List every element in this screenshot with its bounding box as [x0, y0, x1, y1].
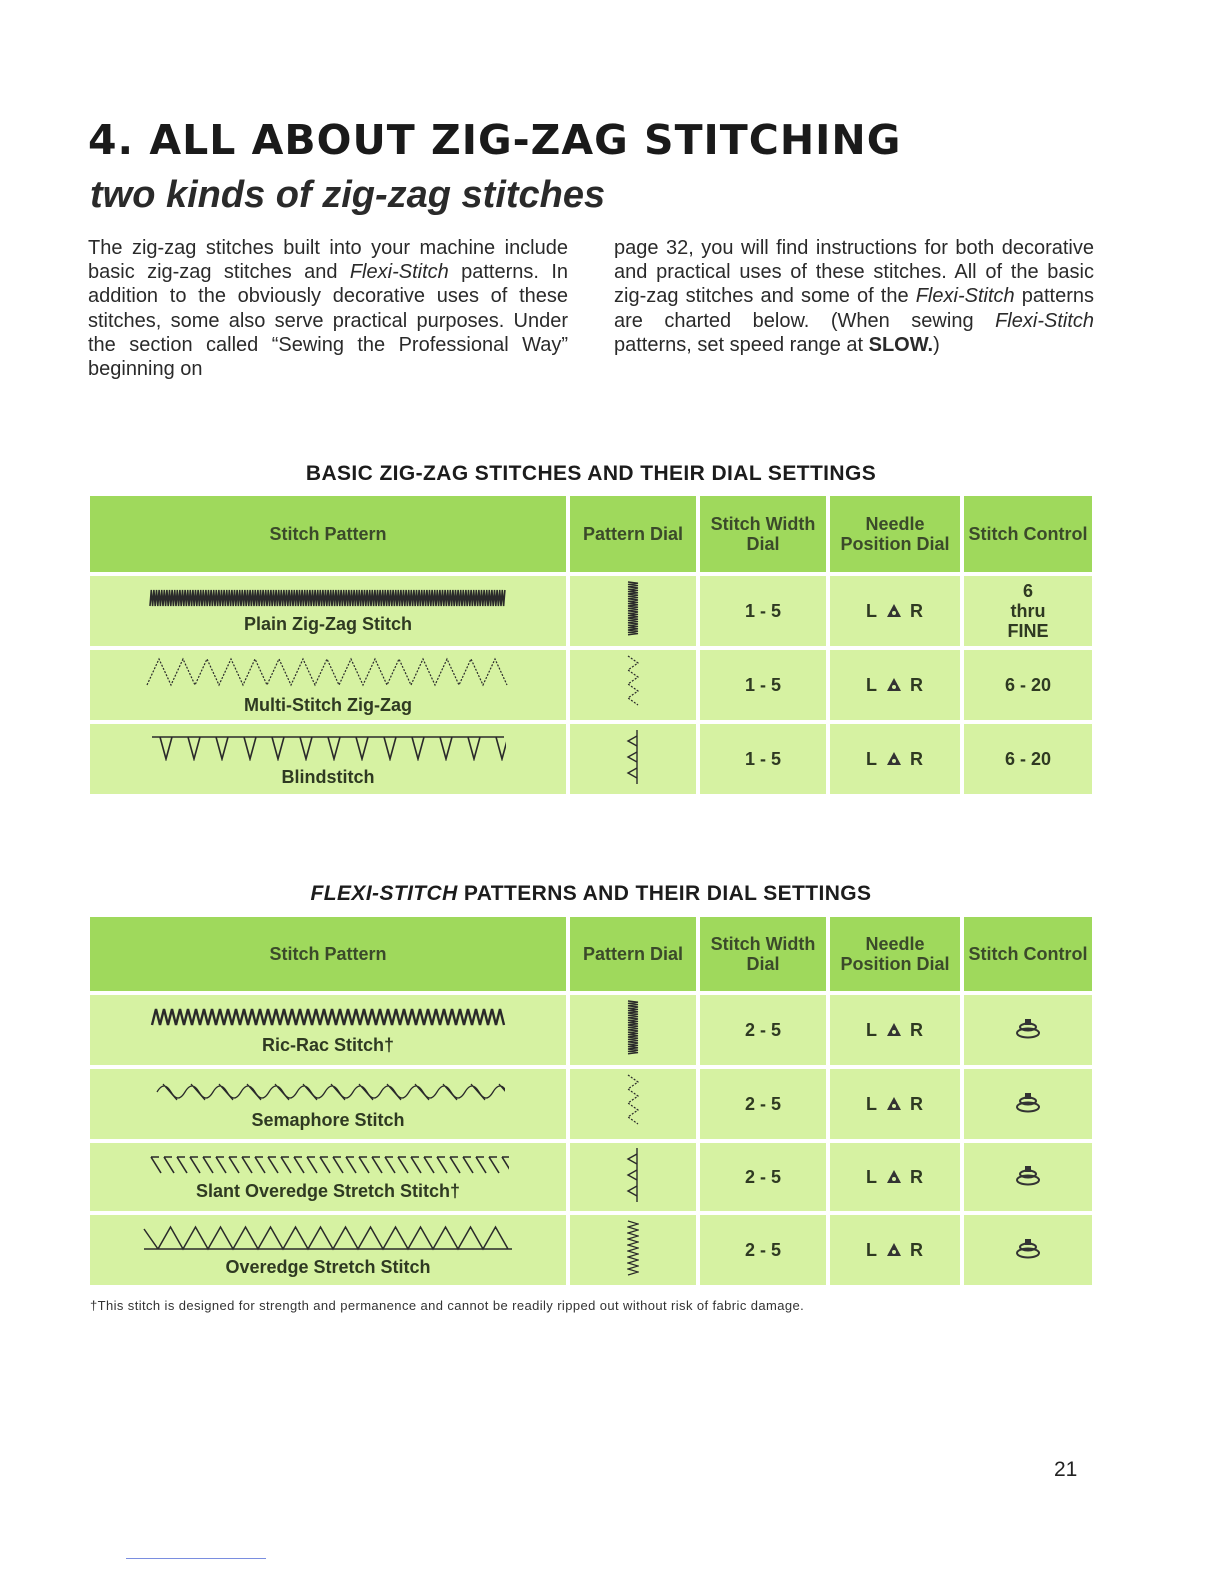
- intro-text: patterns. In addition to the obviously decorative uses of these stitches, some also serve practical purposes. Under the section called “Sewing the Professional Way” beginning on: [88, 261, 569, 381]
- stitch-pattern-cell: [90, 574, 568, 648]
- needle-position-cell: [828, 648, 962, 722]
- stitch-name: Overedge Stretch Stitch: [225, 1256, 431, 1277]
- stitch-name: Blindstitch: [281, 766, 375, 787]
- basic-table-title: BASIC ZIG-ZAG STITCHES AND THEIR DIAL SETTINGS: [305, 462, 877, 485]
- stitch-name: Multi-Stitch Zig-Zag: [244, 694, 412, 715]
- control-value: thru: [1010, 601, 1046, 621]
- col-width-dial: Stitch Width Dial: [698, 496, 828, 574]
- pattern-dial-cell: [568, 1141, 698, 1213]
- page-title: 4. ALL ABOUT ZIG-ZAG STITCHING: [88, 116, 902, 164]
- needle-triangle-icon: [886, 1242, 902, 1257]
- page-subtitle: two kinds of zig-zag stitches: [90, 174, 606, 216]
- stitch-pattern-cell: [90, 1141, 568, 1213]
- stitch-pattern-cell: [90, 1213, 568, 1287]
- needle-position-cell: [828, 574, 962, 648]
- col-needle-dial: Needle Position Dial: [828, 917, 962, 993]
- width-dial-cell: 1 - 5: [698, 574, 828, 648]
- table-row: [90, 1213, 1092, 1287]
- needle-triangle-icon: [886, 677, 902, 692]
- needle-right: R: [910, 1093, 924, 1114]
- pattern-dial-cell: [568, 648, 698, 722]
- needle-right: R: [910, 600, 924, 621]
- control-value: FINE: [1007, 621, 1049, 641]
- stitch-control-cell: [962, 1213, 1092, 1287]
- ric-rac-icon: [150, 1005, 506, 1029]
- dial-blindstitch-icon: [626, 1146, 640, 1204]
- needle-triangle-icon: [886, 1022, 902, 1037]
- needle-triangle-icon: [886, 1096, 902, 1111]
- needle-left: L: [866, 674, 878, 695]
- intro-text: patterns are charted below. (When sewing: [614, 285, 1095, 332]
- bottom-rule: [126, 1558, 266, 1559]
- intro-text: page 32, you will find instructions for both decorative and practical uses of these stitches. All of the basic zig-zag stitches and some of the: [614, 237, 1094, 308]
- col-stitch-pattern: Stitch Pattern: [90, 496, 568, 574]
- needle-left: L: [866, 1166, 878, 1187]
- stitch-pattern-cell: [90, 1067, 568, 1141]
- needle-right: R: [910, 748, 924, 769]
- table-row: [90, 1067, 1092, 1141]
- flexi-table-header: [90, 917, 1092, 993]
- semaphore-stitch-icon: [151, 1078, 505, 1104]
- stitch-name: Ric-Rac Stitch†: [261, 1034, 395, 1055]
- plain-zigzag-icon: [148, 588, 508, 608]
- blindstitch-icon: [150, 731, 506, 761]
- needle-position-cell: [828, 1213, 962, 1287]
- width-dial-cell: 1 - 5: [698, 722, 828, 796]
- stitch-control-knob-icon: [1015, 1091, 1041, 1113]
- needle-left: L: [866, 1239, 878, 1260]
- stitch-name: Semaphore Stitch: [251, 1109, 405, 1130]
- pattern-dial-cell: [568, 993, 698, 1067]
- stitch-pattern-cell: [90, 993, 568, 1067]
- stitch-control-knob-icon: [1015, 1017, 1041, 1039]
- col-width-dial: Stitch Width Dial: [698, 917, 828, 993]
- stitch-control-cell: [962, 574, 1092, 648]
- needle-triangle-icon: [886, 751, 902, 766]
- dial-dense-zigzag-icon: [627, 580, 639, 638]
- intro-emphasis: Flexi-Stitch: [995, 309, 1094, 332]
- basic-table-header: [90, 496, 1092, 574]
- stitch-pattern-cell: [90, 722, 568, 796]
- intro-strong: SLOW.: [868, 333, 934, 356]
- flexi-stitch-table: [90, 917, 1092, 1289]
- basic-stitch-table: [90, 496, 1092, 798]
- intro-emphasis: Flexi-Stitch: [915, 285, 1015, 308]
- needle-left: L: [866, 748, 878, 769]
- col-pattern-dial: Pattern Dial: [568, 496, 698, 574]
- intro-text: ): [933, 333, 940, 356]
- flexi-table-title: [90, 882, 1092, 906]
- needle-triangle-icon: [886, 603, 902, 618]
- intro-left-column: [88, 236, 568, 381]
- col-stitch-control: Stitch Control: [962, 917, 1092, 993]
- width-dial-cell: 2 - 5: [698, 1213, 828, 1287]
- dial-multi-zigzag-icon: [627, 1073, 639, 1131]
- table-row: [90, 1141, 1092, 1213]
- needle-right: R: [910, 674, 924, 695]
- pattern-dial-cell: [568, 722, 698, 796]
- intro-text: patterns, set speed range at: [614, 333, 869, 356]
- intro-right-column: [614, 236, 1094, 357]
- stitch-control-cell: [962, 1067, 1092, 1141]
- page-number: 21: [1054, 1458, 1078, 1481]
- col-pattern-dial: Pattern Dial: [568, 917, 698, 993]
- pattern-dial-cell: [568, 1067, 698, 1141]
- stitch-control-cell: [962, 993, 1092, 1067]
- control-value: 6: [1022, 581, 1033, 601]
- stitch-control-cell: 6 - 20: [962, 648, 1092, 722]
- stitch-name: Slant Overedge Stretch Stitch†: [195, 1180, 461, 1201]
- needle-position-cell: [828, 1067, 962, 1141]
- needle-left: L: [866, 1093, 878, 1114]
- table-row: [90, 993, 1092, 1067]
- needle-position-cell: [828, 722, 962, 796]
- pattern-dial-cell: [568, 574, 698, 648]
- dial-overedge-icon: [627, 1219, 639, 1277]
- needle-right: R: [910, 1166, 924, 1187]
- needle-position-cell: [828, 993, 962, 1067]
- col-needle-dial: Needle Position Dial: [828, 496, 962, 574]
- footnote: †This stitch is designed for strength and permanence and cannot be readily ripped out without risk of fabric damage.: [90, 1298, 805, 1313]
- needle-right: R: [910, 1239, 924, 1260]
- col-stitch-pattern: Stitch Pattern: [90, 917, 568, 993]
- width-dial-cell: 2 - 5: [698, 1141, 828, 1213]
- stitch-control-cell: 6 - 20: [962, 722, 1092, 796]
- slant-overedge-icon: [147, 1153, 509, 1175]
- pattern-dial-cell: [568, 1213, 698, 1287]
- overedge-stretch-icon: [142, 1223, 514, 1251]
- width-dial-cell: 1 - 5: [698, 648, 828, 722]
- needle-right: R: [910, 1019, 924, 1040]
- needle-left: L: [866, 600, 878, 621]
- table-row: [90, 648, 1092, 722]
- multi-stitch-zigzag-icon: [143, 655, 513, 689]
- dial-multi-zigzag-icon: [627, 654, 639, 712]
- width-dial-cell: 2 - 5: [698, 1067, 828, 1141]
- dial-dense-zigzag-icon: [627, 999, 639, 1057]
- col-stitch-control: Stitch Control: [962, 496, 1092, 574]
- stitch-pattern-cell: [90, 648, 568, 722]
- flexi-title-rest: PATTERNS AND THEIR DIAL SETTINGS: [457, 882, 872, 905]
- stitch-control-knob-icon: [1015, 1237, 1041, 1259]
- table-row: [90, 574, 1092, 648]
- needle-position-cell: [828, 1141, 962, 1213]
- flexi-title-em: FLEXI-STITCH: [310, 882, 458, 905]
- width-dial-cell: 2 - 5: [698, 993, 828, 1067]
- table-row: [90, 722, 1092, 796]
- stitch-name: Plain Zig-Zag Stitch: [243, 613, 412, 634]
- dial-blindstitch-icon: [626, 728, 640, 786]
- stitch-control-knob-icon: [1015, 1164, 1041, 1186]
- intro-text: The zig-zag stitches built into your machine include basic zig-zag stitches and: [88, 237, 568, 284]
- needle-triangle-icon: [886, 1169, 902, 1184]
- stitch-control-cell: [962, 1141, 1092, 1213]
- intro-emphasis: Flexi-Stitch: [349, 261, 449, 284]
- needle-left: L: [866, 1019, 878, 1040]
